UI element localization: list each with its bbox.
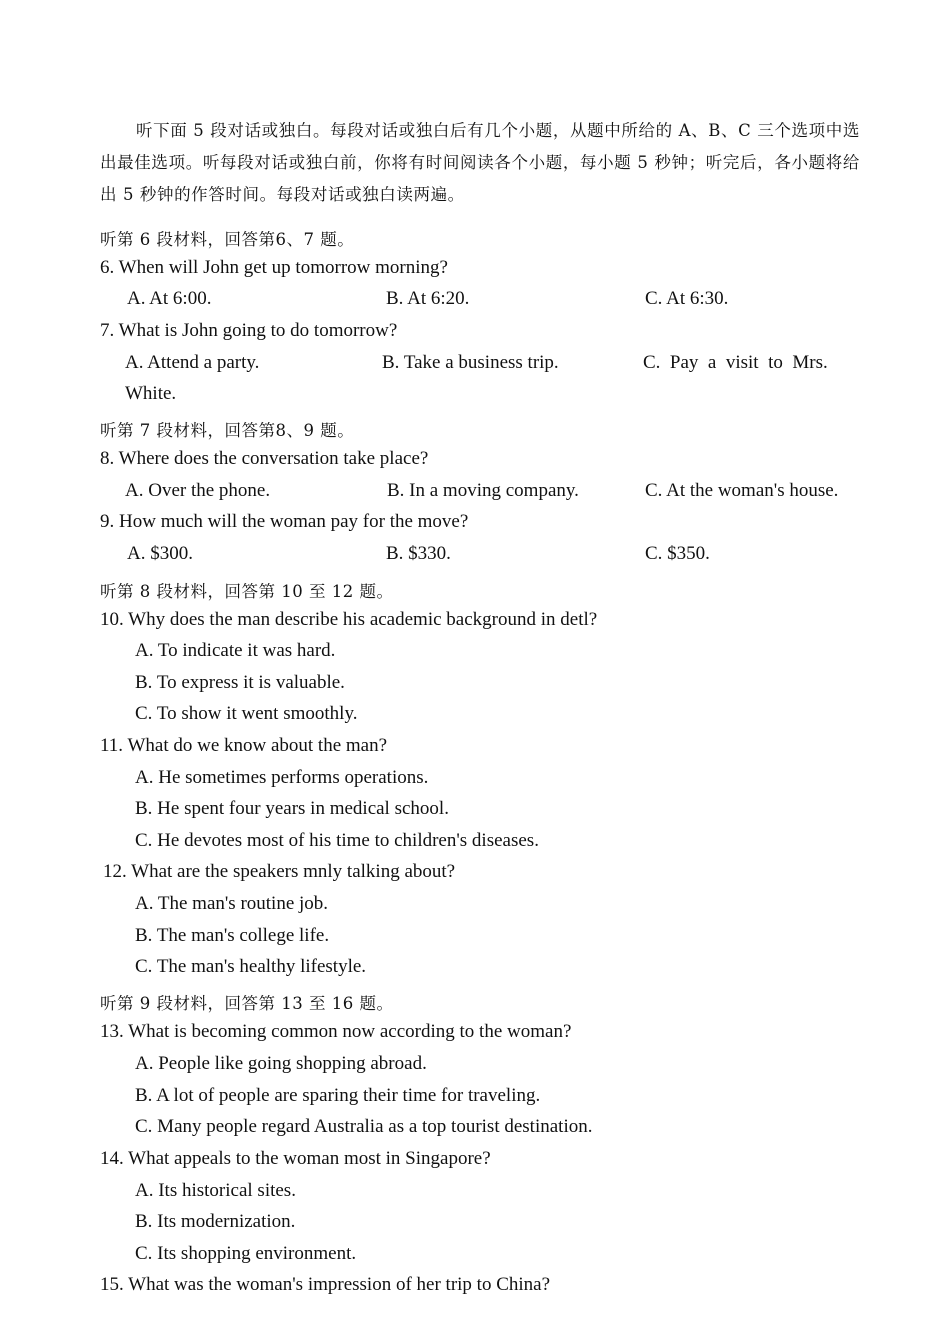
option-c-continuation: White. (125, 383, 177, 404)
question-stem: 8. Where does the conversation take place? (100, 448, 429, 469)
option-a: A. The man's routine job. (135, 893, 329, 914)
option-c: C. Many people regard Australia as a top tourist destination. (135, 1116, 593, 1137)
option-a: A. $300. (127, 543, 193, 564)
question-stem: 12. What are the speakers mnly talking about? (103, 861, 456, 882)
option-c: C. At the woman's house. (645, 480, 839, 501)
option-a: A. To indicate it was hard. (135, 640, 336, 661)
option-a: A. Over the phone. (125, 480, 271, 501)
question-stem: 9. How much will the woman pay for the move? (100, 511, 469, 532)
option-b: B. To express it is valuable. (135, 672, 345, 693)
section-header: 听第 6 段材料，回答第6、7 题。 (100, 230, 355, 249)
option-a: A. Its historical sites. (135, 1180, 296, 1201)
section-header: 听第 7 段材料，回答第8、9 题。 (100, 421, 355, 440)
option-c: C. Its shopping environment. (135, 1243, 357, 1264)
question-stem: 6. When will John get up tomorrow morning? (100, 257, 448, 278)
option-a: A. At 6:00. (127, 288, 212, 309)
option-b: B. At 6:20. (386, 288, 470, 309)
section-header: 听第 9 段材料，回答第 13 至 16 题。 (100, 994, 394, 1013)
option-c: C. To show it went smoothly. (135, 703, 358, 724)
option-b: B. He spent four years in medical school. (135, 798, 449, 819)
option-b: B. Its modernization. (135, 1211, 296, 1232)
option-c: C. $350. (645, 543, 710, 564)
option-b: B. $330. (386, 543, 451, 564)
option-b: B. A lot of people are sparing their time for traveling. (135, 1085, 541, 1106)
section-header: 听第 8 段材料，回答第 10 至 12 题。 (100, 582, 394, 601)
option-a: A. He sometimes performs operations. (135, 767, 429, 788)
option-c: C. The man's healthy lifestyle. (135, 956, 367, 977)
option-b: B. The man's college life. (135, 925, 330, 946)
option-b: B. In a moving company. (387, 480, 579, 501)
instructions-paragraph: 听下面 5 段对话或独白。每段对话或独白后有几个小题，从题中所给的 A、B、C 三个选项中选出最佳选项。听每段对话或独白前，你将有时间阅读各个小题，每小题 5 秒钟；听完后，各小题将给出 5 秒钟的作答时间。每段对话或独白读两遍。 (100, 121, 860, 204)
option-c: C. At 6:30. (645, 288, 729, 309)
question-stem: 7. What is John going to do tomorrow? (100, 320, 398, 341)
question-stem: 13. What is becoming common now according to the woman? (100, 1021, 572, 1042)
option-a: A. People like going shopping abroad. (135, 1053, 427, 1074)
question-stem: 10. Why does the man describe his academic background in detl? (100, 609, 598, 630)
option-c: C. Pay a visit to Mrs. (643, 352, 828, 373)
question-stem: 15. What was the woman's impression of her trip to China? (100, 1274, 551, 1295)
option-c: C. He devotes most of his time to children's diseases. (135, 830, 539, 851)
question-stem: 14. What appeals to the woman most in Singapore? (100, 1148, 491, 1169)
option-b: B. Take a business trip. (382, 352, 559, 373)
option-a: A. Attend a party. (125, 352, 260, 373)
question-stem: 11. What do we know about the man? (100, 735, 388, 756)
